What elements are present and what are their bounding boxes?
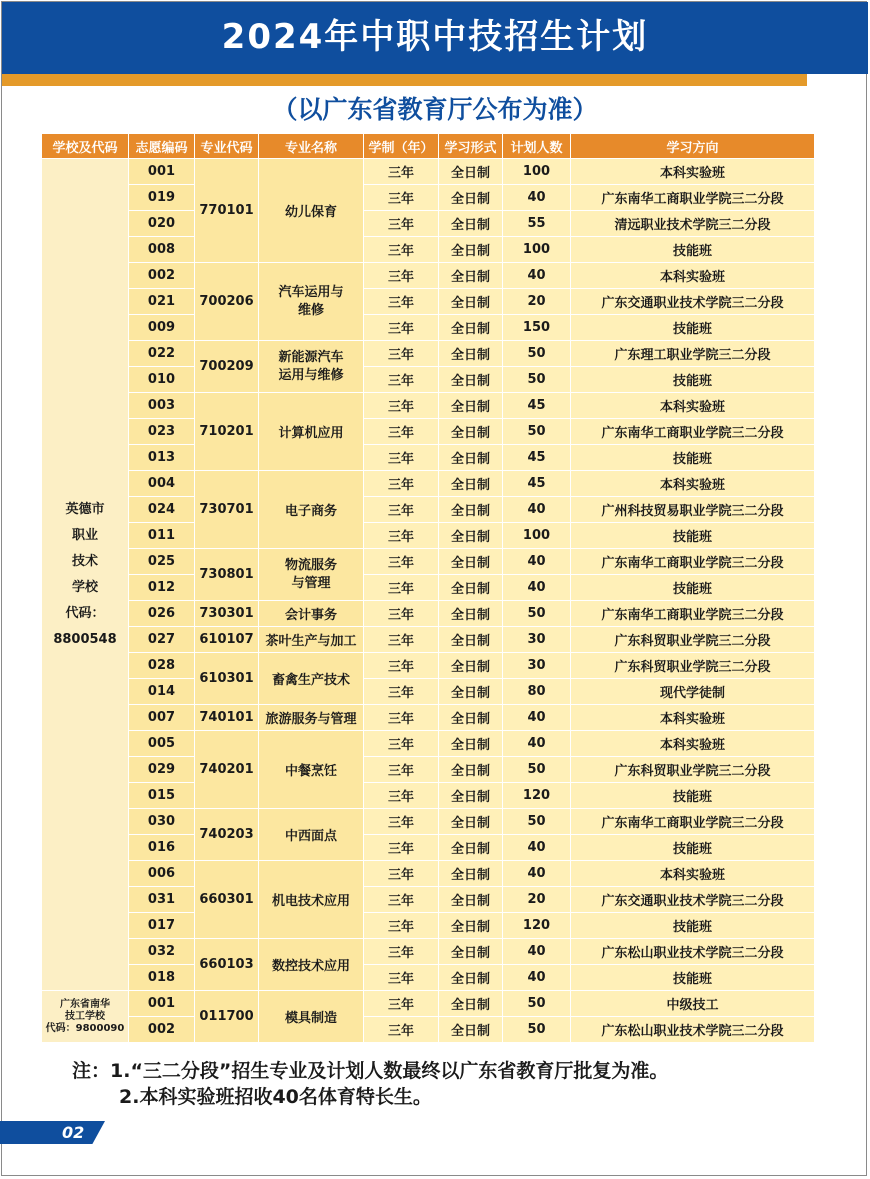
volunteer-code: 017 bbox=[129, 913, 195, 939]
table-row bbox=[42, 445, 815, 471]
years-cell: 三年 bbox=[364, 185, 439, 211]
direction-cell: 本科实验班 bbox=[571, 861, 815, 887]
major-name: 旅游服务与管理 bbox=[259, 705, 364, 731]
table-row bbox=[42, 991, 815, 1017]
volunteer-code: 031 bbox=[129, 887, 195, 913]
volunteer-code: 002 bbox=[129, 1017, 195, 1043]
count-cell: 20 bbox=[503, 887, 571, 913]
form-cell: 全日制 bbox=[439, 653, 503, 679]
count-cell: 40 bbox=[503, 835, 571, 861]
years-cell: 三年 bbox=[364, 341, 439, 367]
count-cell: 40 bbox=[503, 575, 571, 601]
table-row bbox=[42, 211, 815, 237]
years-cell: 三年 bbox=[364, 471, 439, 497]
col-header-school: 学校及代码 bbox=[42, 134, 129, 159]
years-cell: 三年 bbox=[364, 263, 439, 289]
table-row bbox=[42, 367, 815, 393]
years-cell: 三年 bbox=[364, 445, 439, 471]
major-name-line2: 运用与维修 bbox=[278, 367, 344, 383]
count-cell: 40 bbox=[503, 861, 571, 887]
years-cell: 三年 bbox=[364, 705, 439, 731]
col-header-major-code: 专业代码 bbox=[195, 134, 259, 159]
years-cell: 三年 bbox=[364, 965, 439, 991]
direction-cell: 本科实验班 bbox=[571, 159, 815, 185]
form-cell: 全日制 bbox=[439, 679, 503, 705]
major-name-line1: 新能源汽车 bbox=[278, 349, 344, 365]
form-cell: 全日制 bbox=[439, 965, 503, 991]
table-row bbox=[42, 419, 815, 445]
volunteer-code: 007 bbox=[129, 705, 195, 731]
major-name bbox=[259, 549, 364, 601]
col-header-study-form: 学习形式 bbox=[439, 134, 503, 159]
volunteer-code: 013 bbox=[129, 445, 195, 471]
volunteer-code: 012 bbox=[129, 575, 195, 601]
major-code: 730301 bbox=[195, 601, 259, 627]
form-cell: 全日制 bbox=[439, 367, 503, 393]
direction-cell: 广东南华工商职业学院三二分段 bbox=[571, 601, 815, 627]
table-row bbox=[42, 159, 815, 185]
major-name: 机电技术应用 bbox=[259, 861, 364, 939]
school-cell-yingde bbox=[42, 159, 129, 991]
direction-cell: 技能班 bbox=[571, 445, 815, 471]
count-cell: 40 bbox=[503, 939, 571, 965]
major-name: 计算机应用 bbox=[259, 393, 364, 471]
school-name-line2: 职业 bbox=[71, 527, 98, 543]
form-cell: 全日制 bbox=[439, 419, 503, 445]
count-cell: 120 bbox=[503, 913, 571, 939]
direction-cell: 技能班 bbox=[571, 315, 815, 341]
table-row bbox=[42, 835, 815, 861]
count-cell: 50 bbox=[503, 341, 571, 367]
major-code: 660301 bbox=[195, 861, 259, 939]
years-cell: 三年 bbox=[364, 783, 439, 809]
form-cell: 全日制 bbox=[439, 263, 503, 289]
form-cell: 全日制 bbox=[439, 445, 503, 471]
volunteer-code: 001 bbox=[129, 991, 195, 1017]
table-row bbox=[42, 757, 815, 783]
volunteer-code: 029 bbox=[129, 757, 195, 783]
form-cell: 全日制 bbox=[439, 705, 503, 731]
table-row bbox=[42, 965, 815, 991]
volunteer-code: 016 bbox=[129, 835, 195, 861]
direction-cell: 广东南华工商职业学院三二分段 bbox=[571, 809, 815, 835]
direction-cell: 广东南华工商职业学院三二分段 bbox=[571, 549, 815, 575]
years-cell: 三年 bbox=[364, 939, 439, 965]
major-code: 730801 bbox=[195, 549, 259, 601]
years-cell: 三年 bbox=[364, 497, 439, 523]
col-header-direction: 学习方向 bbox=[571, 134, 815, 159]
major-name-line1: 物流服务 bbox=[284, 557, 337, 573]
count-cell: 45 bbox=[503, 445, 571, 471]
years-cell: 三年 bbox=[364, 1017, 439, 1043]
volunteer-code: 020 bbox=[129, 211, 195, 237]
direction-cell: 本科实验班 bbox=[571, 471, 815, 497]
volunteer-code: 002 bbox=[129, 263, 195, 289]
school-name: 英德市 bbox=[65, 501, 105, 517]
volunteer-code: 015 bbox=[129, 783, 195, 809]
volunteer-code: 018 bbox=[129, 965, 195, 991]
school2-name: 广东省南华 bbox=[60, 998, 110, 1010]
page-title: 2024年中职中技招生计划 bbox=[221, 17, 649, 57]
years-cell: 三年 bbox=[364, 913, 439, 939]
accent-stripe bbox=[2, 74, 807, 86]
direction-cell: 技能班 bbox=[571, 575, 815, 601]
years-cell: 三年 bbox=[364, 211, 439, 237]
col-header-major-name: 专业名称 bbox=[259, 134, 364, 159]
count-cell: 40 bbox=[503, 965, 571, 991]
school-name-line4: 学校 bbox=[71, 579, 98, 595]
direction-cell: 广东交通职业技术学院三二分段 bbox=[571, 887, 815, 913]
years-cell: 三年 bbox=[364, 367, 439, 393]
major-name-line1: 汽车运用与 bbox=[278, 284, 344, 300]
volunteer-code: 032 bbox=[129, 939, 195, 965]
count-cell: 40 bbox=[503, 731, 571, 757]
direction-cell: 广东理工职业学院三二分段 bbox=[571, 341, 815, 367]
major-name-line2: 维修 bbox=[297, 302, 324, 318]
volunteer-code: 024 bbox=[129, 497, 195, 523]
volunteer-code: 028 bbox=[129, 653, 195, 679]
count-cell: 40 bbox=[503, 185, 571, 211]
years-cell: 三年 bbox=[364, 523, 439, 549]
table-row bbox=[42, 887, 815, 913]
count-cell: 30 bbox=[503, 627, 571, 653]
table-row bbox=[42, 315, 815, 341]
volunteer-code: 025 bbox=[129, 549, 195, 575]
form-cell: 全日制 bbox=[439, 731, 503, 757]
direction-cell: 技能班 bbox=[571, 523, 815, 549]
years-cell: 三年 bbox=[364, 289, 439, 315]
direction-cell: 现代学徒制 bbox=[571, 679, 815, 705]
form-cell: 全日制 bbox=[439, 523, 503, 549]
table-row bbox=[42, 861, 815, 887]
count-cell: 50 bbox=[503, 991, 571, 1017]
count-cell: 30 bbox=[503, 653, 571, 679]
table-row bbox=[42, 523, 815, 549]
form-cell: 全日制 bbox=[439, 887, 503, 913]
form-cell: 全日制 bbox=[439, 939, 503, 965]
count-cell: 45 bbox=[503, 393, 571, 419]
form-cell: 全日制 bbox=[439, 315, 503, 341]
form-cell: 全日制 bbox=[439, 783, 503, 809]
major-name bbox=[259, 341, 364, 393]
direction-cell: 本科实验班 bbox=[571, 263, 815, 289]
page-number-tag bbox=[0, 1121, 105, 1144]
count-cell: 40 bbox=[503, 263, 571, 289]
volunteer-code: 021 bbox=[129, 289, 195, 315]
direction-cell: 技能班 bbox=[571, 965, 815, 991]
direction-cell: 本科实验班 bbox=[571, 731, 815, 757]
table-row bbox=[42, 679, 815, 705]
direction-cell: 广东南华工商职业学院三二分段 bbox=[571, 185, 815, 211]
major-name: 模具制造 bbox=[259, 991, 364, 1043]
count-cell: 40 bbox=[503, 497, 571, 523]
direction-cell: 广东南华工商职业学院三二分段 bbox=[571, 419, 815, 445]
form-cell: 全日制 bbox=[439, 549, 503, 575]
direction-cell: 广东科贸职业学院三二分段 bbox=[571, 757, 815, 783]
major-code: 700206 bbox=[195, 263, 259, 341]
table-header-row bbox=[42, 134, 815, 159]
major-code: 730701 bbox=[195, 471, 259, 549]
table-row bbox=[42, 471, 815, 497]
volunteer-code: 014 bbox=[129, 679, 195, 705]
major-code: 740201 bbox=[195, 731, 259, 809]
form-cell: 全日制 bbox=[439, 341, 503, 367]
table-row bbox=[42, 237, 815, 263]
volunteer-code: 030 bbox=[129, 809, 195, 835]
table-row bbox=[42, 549, 815, 575]
major-code: 610107 bbox=[195, 627, 259, 653]
count-cell: 40 bbox=[503, 549, 571, 575]
years-cell: 三年 bbox=[364, 887, 439, 913]
table-row bbox=[42, 341, 815, 367]
page-subtitle: （以广东省教育厅公布为准） bbox=[272, 95, 598, 124]
volunteer-code: 010 bbox=[129, 367, 195, 393]
form-cell: 全日制 bbox=[439, 575, 503, 601]
table-row bbox=[42, 731, 815, 757]
major-name: 会计事务 bbox=[259, 601, 364, 627]
table-row bbox=[42, 393, 815, 419]
form-cell: 全日制 bbox=[439, 159, 503, 185]
major-code: 610301 bbox=[195, 653, 259, 705]
direction-cell: 广州科技贸易职业学院三二分段 bbox=[571, 497, 815, 523]
years-cell: 三年 bbox=[364, 575, 439, 601]
table-row bbox=[42, 939, 815, 965]
volunteer-code: 023 bbox=[129, 419, 195, 445]
years-cell: 三年 bbox=[364, 419, 439, 445]
count-cell: 80 bbox=[503, 679, 571, 705]
table-row bbox=[42, 289, 815, 315]
count-cell: 50 bbox=[503, 809, 571, 835]
volunteer-code: 019 bbox=[129, 185, 195, 211]
count-cell: 120 bbox=[503, 783, 571, 809]
major-code: 770101 bbox=[195, 159, 259, 263]
col-header-volunteer-code: 志愿编码 bbox=[129, 134, 195, 159]
volunteer-code: 003 bbox=[129, 393, 195, 419]
years-cell: 三年 bbox=[364, 237, 439, 263]
direction-cell: 技能班 bbox=[571, 783, 815, 809]
table-row bbox=[42, 913, 815, 939]
table-row bbox=[42, 1017, 815, 1043]
table-row bbox=[42, 497, 815, 523]
major-code: 740203 bbox=[195, 809, 259, 861]
count-cell: 50 bbox=[503, 601, 571, 627]
major-code: 740101 bbox=[195, 705, 259, 731]
form-cell: 全日制 bbox=[439, 497, 503, 523]
direction-cell: 本科实验班 bbox=[571, 705, 815, 731]
count-cell: 20 bbox=[503, 289, 571, 315]
direction-cell: 中级技工 bbox=[571, 991, 815, 1017]
count-cell: 100 bbox=[503, 159, 571, 185]
table-row bbox=[42, 705, 815, 731]
page-number: 02 bbox=[62, 1123, 85, 1142]
years-cell: 三年 bbox=[364, 393, 439, 419]
table-row bbox=[42, 601, 815, 627]
count-cell: 50 bbox=[503, 757, 571, 783]
count-cell: 50 bbox=[503, 419, 571, 445]
school-name-line3: 技术 bbox=[71, 553, 98, 569]
count-cell: 40 bbox=[503, 705, 571, 731]
form-cell: 全日制 bbox=[439, 861, 503, 887]
form-cell: 全日制 bbox=[439, 1017, 503, 1043]
years-cell: 三年 bbox=[364, 159, 439, 185]
years-cell: 三年 bbox=[364, 627, 439, 653]
years-cell: 三年 bbox=[364, 653, 439, 679]
form-cell: 全日制 bbox=[439, 289, 503, 315]
major-name: 数控技术应用 bbox=[259, 939, 364, 991]
col-header-plan-count: 计划人数 bbox=[503, 134, 571, 159]
school-code-label: 代码： bbox=[65, 605, 105, 621]
note-line-2: 2.本科实验班招收40名体育特长生。 bbox=[119, 1086, 432, 1108]
years-cell: 三年 bbox=[364, 549, 439, 575]
years-cell: 三年 bbox=[364, 835, 439, 861]
count-cell: 150 bbox=[503, 315, 571, 341]
direction-cell: 清远职业技术学院三二分段 bbox=[571, 211, 815, 237]
years-cell: 三年 bbox=[364, 601, 439, 627]
major-name: 畜禽生产技术 bbox=[259, 653, 364, 705]
major-name: 中餐烹饪 bbox=[259, 731, 364, 809]
volunteer-code: 027 bbox=[129, 627, 195, 653]
major-name: 茶叶生产与加工 bbox=[259, 627, 364, 653]
table-row bbox=[42, 783, 815, 809]
years-cell: 三年 bbox=[364, 315, 439, 341]
school-code: 8800548 bbox=[53, 631, 117, 647]
years-cell: 三年 bbox=[364, 991, 439, 1017]
major-name: 电子商务 bbox=[259, 471, 364, 549]
years-cell: 三年 bbox=[364, 809, 439, 835]
volunteer-code: 026 bbox=[129, 601, 195, 627]
notes bbox=[72, 1058, 668, 1110]
form-cell: 全日制 bbox=[439, 835, 503, 861]
major-code: 710201 bbox=[195, 393, 259, 471]
count-cell: 45 bbox=[503, 471, 571, 497]
major-code: 660103 bbox=[195, 939, 259, 991]
form-cell: 全日制 bbox=[439, 991, 503, 1017]
table-row bbox=[42, 185, 815, 211]
table-row bbox=[42, 809, 815, 835]
major-name bbox=[259, 263, 364, 341]
form-cell: 全日制 bbox=[439, 211, 503, 237]
table-row bbox=[42, 575, 815, 601]
form-cell: 全日制 bbox=[439, 471, 503, 497]
form-cell: 全日制 bbox=[439, 809, 503, 835]
major-code: 700209 bbox=[195, 341, 259, 393]
form-cell: 全日制 bbox=[439, 237, 503, 263]
note-line-1: 注：1.“三二分段”招生专业及计划人数最终以广东省教育厅批复为准。 bbox=[72, 1060, 669, 1082]
direction-cell: 广东松山职业技术学院三二分段 bbox=[571, 939, 815, 965]
years-cell: 三年 bbox=[364, 731, 439, 757]
form-cell: 全日制 bbox=[439, 601, 503, 627]
volunteer-code: 005 bbox=[129, 731, 195, 757]
count-cell: 100 bbox=[503, 237, 571, 263]
form-cell: 全日制 bbox=[439, 185, 503, 211]
years-cell: 三年 bbox=[364, 861, 439, 887]
direction-cell: 技能班 bbox=[571, 237, 815, 263]
volunteer-code: 008 bbox=[129, 237, 195, 263]
volunteer-code: 006 bbox=[129, 861, 195, 887]
volunteer-code: 009 bbox=[129, 315, 195, 341]
table-row bbox=[42, 263, 815, 289]
major-code: 011700 bbox=[195, 991, 259, 1043]
count-cell: 50 bbox=[503, 1017, 571, 1043]
table-row bbox=[42, 627, 815, 653]
count-cell: 50 bbox=[503, 367, 571, 393]
col-header-years: 学制（年） bbox=[364, 134, 439, 159]
volunteer-code: 004 bbox=[129, 471, 195, 497]
direction-cell: 广东科贸职业学院三二分段 bbox=[571, 653, 815, 679]
school2-code: 代码：9800090 bbox=[45, 1022, 125, 1034]
major-name-line2: 与管理 bbox=[291, 575, 331, 591]
direction-cell: 技能班 bbox=[571, 367, 815, 393]
count-cell: 100 bbox=[503, 523, 571, 549]
school2-name-line2: 技工学校 bbox=[65, 1010, 105, 1022]
years-cell: 三年 bbox=[364, 679, 439, 705]
form-cell: 全日制 bbox=[439, 757, 503, 783]
direction-cell: 广东交通职业技术学院三二分段 bbox=[571, 289, 815, 315]
volunteer-code: 011 bbox=[129, 523, 195, 549]
form-cell: 全日制 bbox=[439, 393, 503, 419]
direction-cell: 广东科贸职业学院三二分段 bbox=[571, 627, 815, 653]
major-name: 幼儿保育 bbox=[259, 159, 364, 263]
direction-cell: 技能班 bbox=[571, 835, 815, 861]
years-cell: 三年 bbox=[364, 757, 439, 783]
school-cell-nanhua bbox=[42, 991, 129, 1043]
enrollment-plan-table bbox=[41, 133, 815, 1043]
major-name: 中西面点 bbox=[259, 809, 364, 861]
direction-cell: 广东松山职业技术学院三二分段 bbox=[571, 1017, 815, 1043]
form-cell: 全日制 bbox=[439, 913, 503, 939]
direction-cell: 技能班 bbox=[571, 913, 815, 939]
direction-cell: 本科实验班 bbox=[571, 393, 815, 419]
volunteer-code: 001 bbox=[129, 159, 195, 185]
table-row bbox=[42, 653, 815, 679]
form-cell: 全日制 bbox=[439, 627, 503, 653]
count-cell: 55 bbox=[503, 211, 571, 237]
volunteer-code: 022 bbox=[129, 341, 195, 367]
